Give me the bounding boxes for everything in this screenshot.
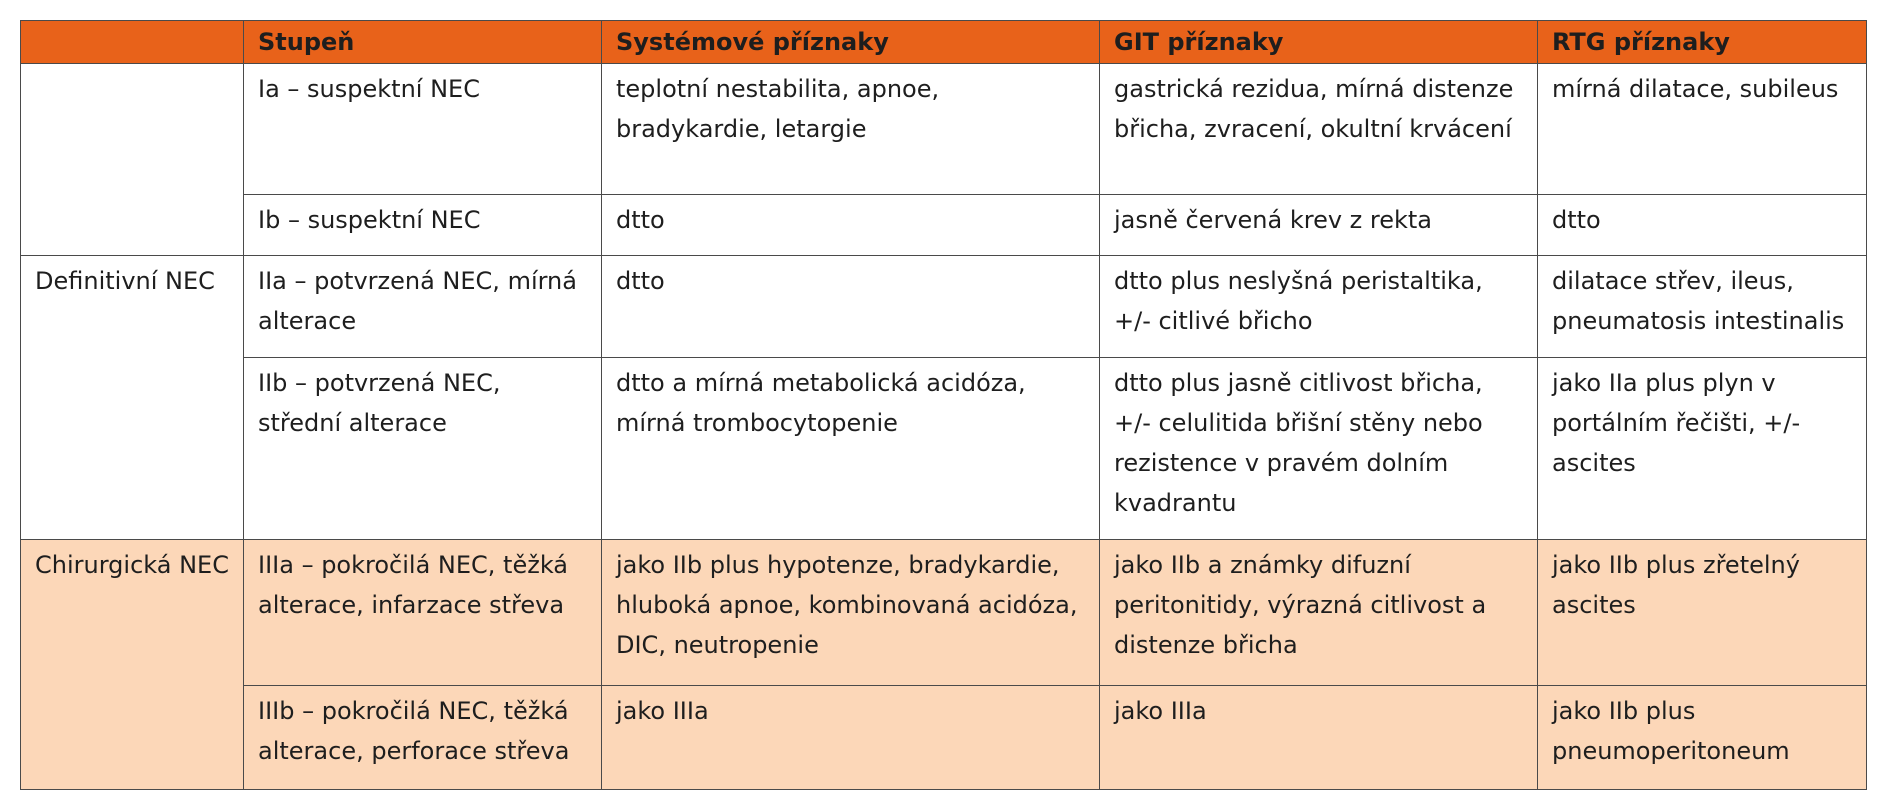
rtg-cell: jako IIa plus plyn v portálním řečišti, +/- ascites: [1538, 357, 1867, 539]
header-systemic: Systémové příznaky: [602, 21, 1100, 64]
header-git: GIT příznaky: [1100, 21, 1538, 64]
nec-staging-table: [20, 20, 1867, 790]
category-cell: [21, 64, 244, 256]
stage-cell: IIIb – pokročilá NEC, těžká alterace, perforace střeva: [244, 685, 602, 789]
stage-cell: Ia – suspektní NEC: [244, 64, 602, 195]
stage-cell: IIIa – pokročilá NEC, těžká alterace, infarzace střeva: [244, 539, 602, 685]
category-cell: Chirurgická NEC: [21, 539, 244, 789]
systemic-cell: dtto: [602, 255, 1100, 357]
table-row: [21, 685, 1867, 789]
git-cell: jako IIIa: [1100, 685, 1538, 789]
table-row: [21, 195, 1867, 256]
table-row: [21, 357, 1867, 539]
rtg-cell: dtto: [1538, 195, 1867, 256]
rtg-cell: jako IIb plus zřetelný ascites: [1538, 539, 1867, 685]
category-cell: Definitivní NEC: [21, 255, 244, 539]
systemic-cell: jako IIIa: [602, 685, 1100, 789]
git-cell: jako IIb a známky difuzní peritonitidy, výrazná citlivost a distenze břicha: [1100, 539, 1538, 685]
git-cell: dtto plus neslyšná peristaltika, +/- citlivé břicho: [1100, 255, 1538, 357]
systemic-cell: dtto a mírná metabolická acidóza, mírná trombocytopenie: [602, 357, 1100, 539]
git-cell: dtto plus jasně citlivost břicha, +/- celulitida břišní stěny nebo rezistence v pravém dolním kvadrantu: [1100, 357, 1538, 539]
header-stage: Stupeň: [244, 21, 602, 64]
stage-cell: IIb – potvrzená NEC, střední alterace: [244, 357, 602, 539]
table-row: [21, 255, 1867, 357]
git-cell: gastrická rezidua, mírná distenze břicha, zvracení, okultní krvácení: [1100, 64, 1538, 195]
header-row: [21, 21, 1867, 64]
rtg-cell: mírná dilatace, subileus: [1538, 64, 1867, 195]
table-row: [21, 539, 1867, 685]
git-cell: jasně červená krev z rekta: [1100, 195, 1538, 256]
table-container: [20, 20, 1866, 790]
rtg-cell: dilatace střev, ileus, pneumatosis intestinalis: [1538, 255, 1867, 357]
systemic-cell: jako IIb plus hypotenze, bradykardie, hluboká apnoe, kombinovaná acidóza, DIC, neutropenie: [602, 539, 1100, 685]
systemic-cell: teplotní nestabilita, apnoe, bradykardie, letargie: [602, 64, 1100, 195]
systemic-cell: dtto: [602, 195, 1100, 256]
header-category: [21, 21, 244, 64]
header-rtg: RTG příznaky: [1538, 21, 1867, 64]
rtg-cell: jako IIb plus pneumoperitoneum: [1538, 685, 1867, 789]
table-row: [21, 64, 1867, 195]
stage-cell: Ib – suspektní NEC: [244, 195, 602, 256]
stage-cell: IIa – potvrzená NEC, mírná alterace: [244, 255, 602, 357]
